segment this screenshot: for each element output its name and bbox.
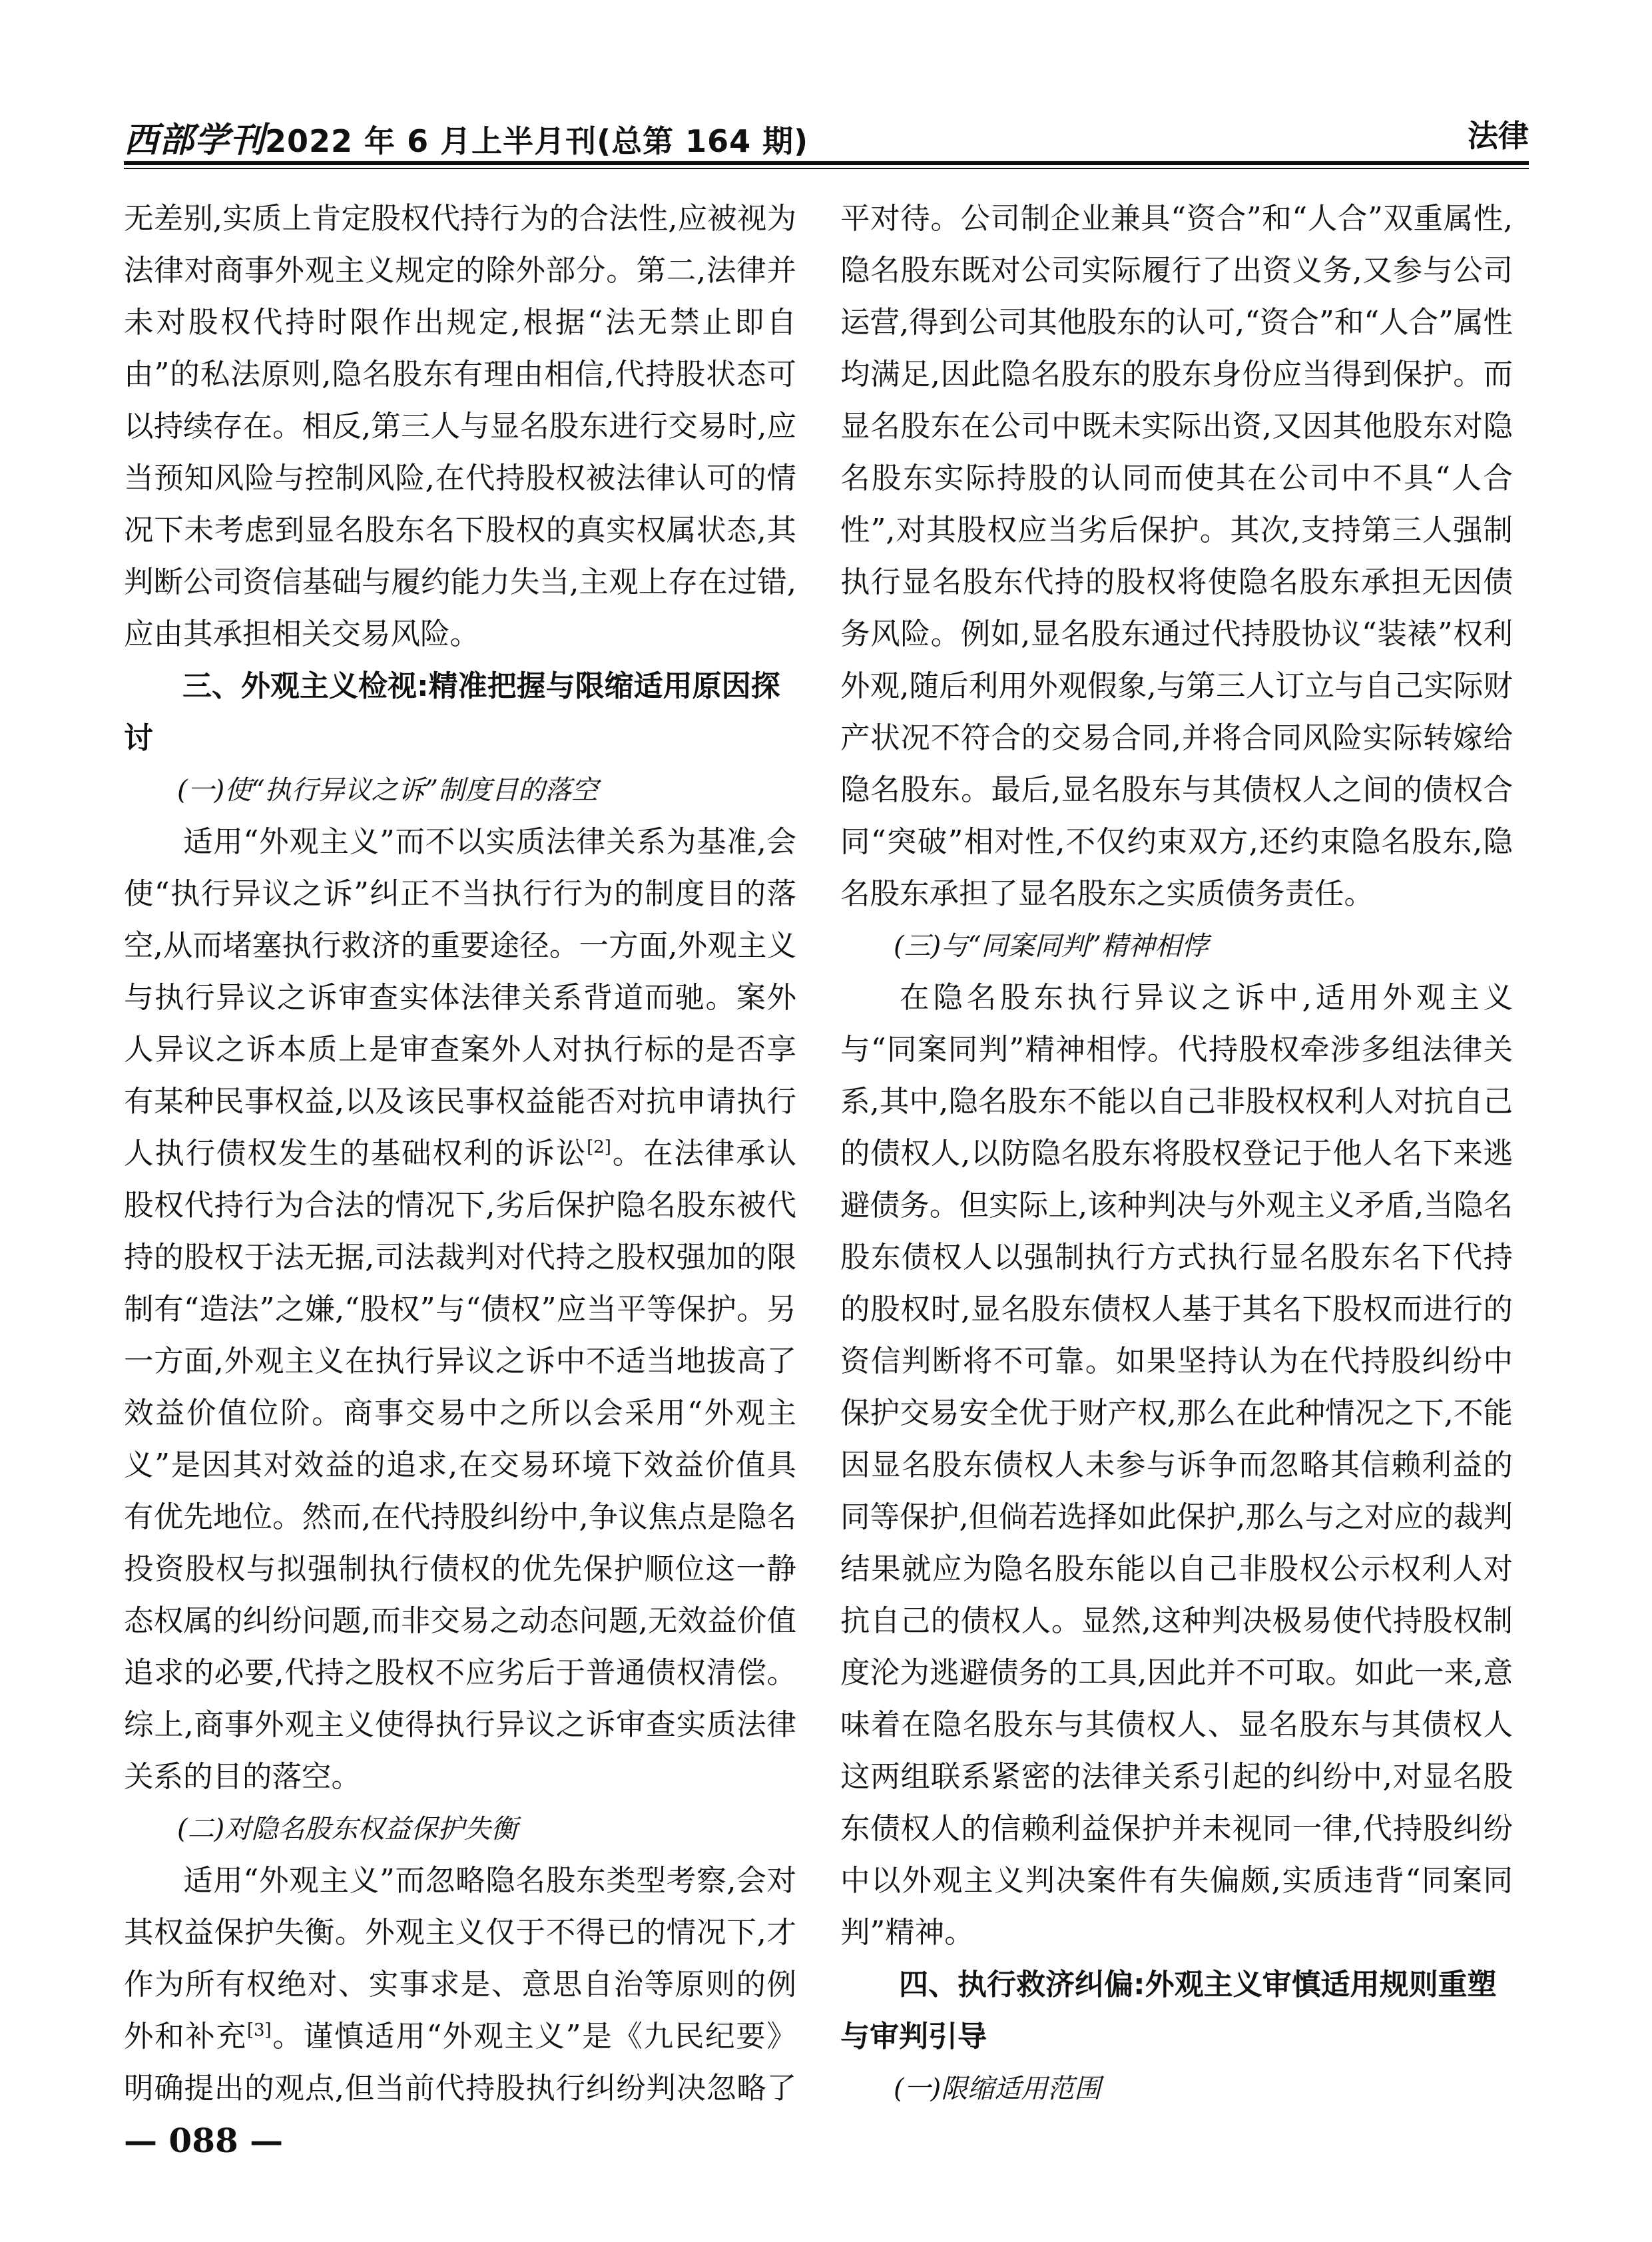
left-column [124, 193, 796, 2111]
paragraph-text: 在隐名股东执行异议之诉中,适用外观主义与“同案同判”精神相悖。代持股权牵涉多组法律关系,其中,隐名股东不能以自己非股权权利人对抗自己的债权人,以防隐名股东将股权登记于他人名下来逃避债务。但实际上,该种判决与外观主义矛盾,当隐名股东债权人以强制执行方式执行显名股东名下代持的股权时,显名股东债权人基于其名下股权而进行的资信判断将不可靠。如果坚持认为在代持股纠纷中保护交易安全优于财产权,那么在此种情况之下,不能因显名股东债权人未参与诉争而忽略其信赖利益的同等保护,但倘若选择如此保护,那么与之对应的裁判结果就应为隐名股东能以自己非股权公示权利人对抗自己的债权人。显然,这种判决极易使代持股权制度沦为逃避债务的工具,因此并不可取。如此一来,意味着在隐名股东与其债权人、显名股东与其债权人这两组联系紧密的法律关系引起的纠纷中,对显名股东债权人的信赖利益保护并未视同一律,代持股纠纷中以外观主义判决案件有失偏颇,实质违背“同案同判”精神。 [840, 981, 1513, 1950]
paragraph-text-cont: 。谨慎适用“外观主义”是《九民纪要》明确提出的观点,但当前代持股执行纠纷判决忽略了 [124, 2020, 796, 2105]
body-paragraph [124, 816, 796, 1803]
paragraph-text: 适用“外观主义”而忽略隐名股东类型考察,会对其权益保护失衡。外观主义仅于不得已的情况下,才作为所有权绝对、实事求是、意思自治等原则的例外和补充 [124, 1864, 796, 2054]
subsection-heading: (三)与“同案同判”精神相悖 [894, 931, 1209, 962]
body-paragraph [124, 193, 796, 661]
journal-logo: 西部学刊 [124, 120, 266, 160]
citation-marker: [2] [587, 1137, 611, 1157]
header-rule [124, 161, 1529, 165]
issue-info: 2022 年 6 月上半月刊(总第 164 期) [265, 123, 809, 159]
section-heading: 三、外观主义检视:精准把握与限缩适用原因探讨 [124, 669, 780, 755]
page-number: — 088 — [124, 2121, 284, 2160]
journal-title [124, 112, 808, 162]
running-header [124, 107, 1529, 160]
subsection-heading: (一)限缩适用范围 [894, 2074, 1101, 2104]
paragraph-text-cont: 。在法律承认股权代持行为合法的情况下,劣后保护隐名股东被代持的股权于法无据,司法裁判对代持之股权强加的限制有“造法”之嫌,“股权”与“债权”应当平等保护。另一方面,外观主义在执行异议之诉中不适当地拔高了效益价值位阶。商事交易中之所以会采用“外观主义”是因其对效益的追求,在交易环境下效益价值具有优先地位。然而,在代持股纠纷中,争议焦点是隐名投资股权与拟强制执行债权的优先保护顺位这一静态权属的纠纷问题,而非交易之动态问题,无效益价值追求的必要,代持之股权不应劣后于普通债权清偿。综上,商事外观主义使得执行异议之诉审查实质法律关系的目的落空。 [124, 1137, 796, 1794]
section-heading: 四、执行救济纠偏:外观主义审慎适用规则重塑与审判引导 [840, 1968, 1497, 2054]
body-paragraph [124, 1855, 796, 2111]
header-rule-thin [124, 168, 1529, 169]
section-label: 法律 [1468, 118, 1529, 154]
body-paragraph [840, 193, 1513, 920]
paragraph-text: 无差别,实质上肯定股权代持行为的合法性,应被视为法律对商事外观主义规定的除外部分。第二,法律并未对股权代持时限作出规定,根据“法无禁止即自由”的私法原则,隐名股东有理由相信,代持股状态可以持续存在。相反,第三人与显名股东进行交易时,应当预知风险与控制风险,在代持股权被法律认可的情况下未考虑到显名股东名下股权的真实权属状态,其判断公司资信基础与履约能力失当,主观上存在过错,应由其承担相关交易风险。 [124, 202, 796, 651]
paragraph-text: 适用“外观主义”而不以实质法律关系为基准,会使“执行异议之诉”纠正不当执行行为的制度目的落空,从而堵塞执行救济的重要途径。一方面,外观主义与执行异议之诉审查实体法律关系背道而驰。案外人异议之诉本质上是审查案外人对执行标的是否享有某种民事权益,以及该民事权益能否对抗申请执行人执行债权发生的基础权利的诉讼 [124, 825, 796, 1171]
subsection-heading: (二)对隐名股东权益保护失衡 [177, 1814, 518, 1844]
citation-marker: [3] [246, 2020, 272, 2040]
subsection-heading: (一)使“执行异议之诉”制度目的落空 [177, 775, 599, 806]
paragraph-text: 平对待。公司制企业兼具“资合”和“人合”双重属性,隐名股东既对公司实际履行了出资义务,又参与公司运营,得到公司其他股东的认可,“资合”和“人合”属性均满足,因此隐名股东的股东身份应当得到保护。而显名股东在公司中既未实际出资,又因其他股东对隐名股东实际持股的认同而使其在公司中不具“人合性”,对其股权应当劣后保护。其次,支持第三人强制执行显名股东代持的股权将使隐名股东承担无因债务风险。例如,显名股东通过代持股协议“装裱”权利外观,随后利用外观假象,与第三人订立与自己实际财产状况不符合的交易合同,并将合同风险实际转嫁给隐名股东。最后,显名股东与其债权人之间的债权合同“突破”相对性,不仅约束双方,还约束隐名股东,隐名股东承担了显名股东之实质债务责任。 [840, 202, 1513, 911]
body-paragraph [840, 972, 1513, 1959]
right-column [840, 193, 1513, 2111]
